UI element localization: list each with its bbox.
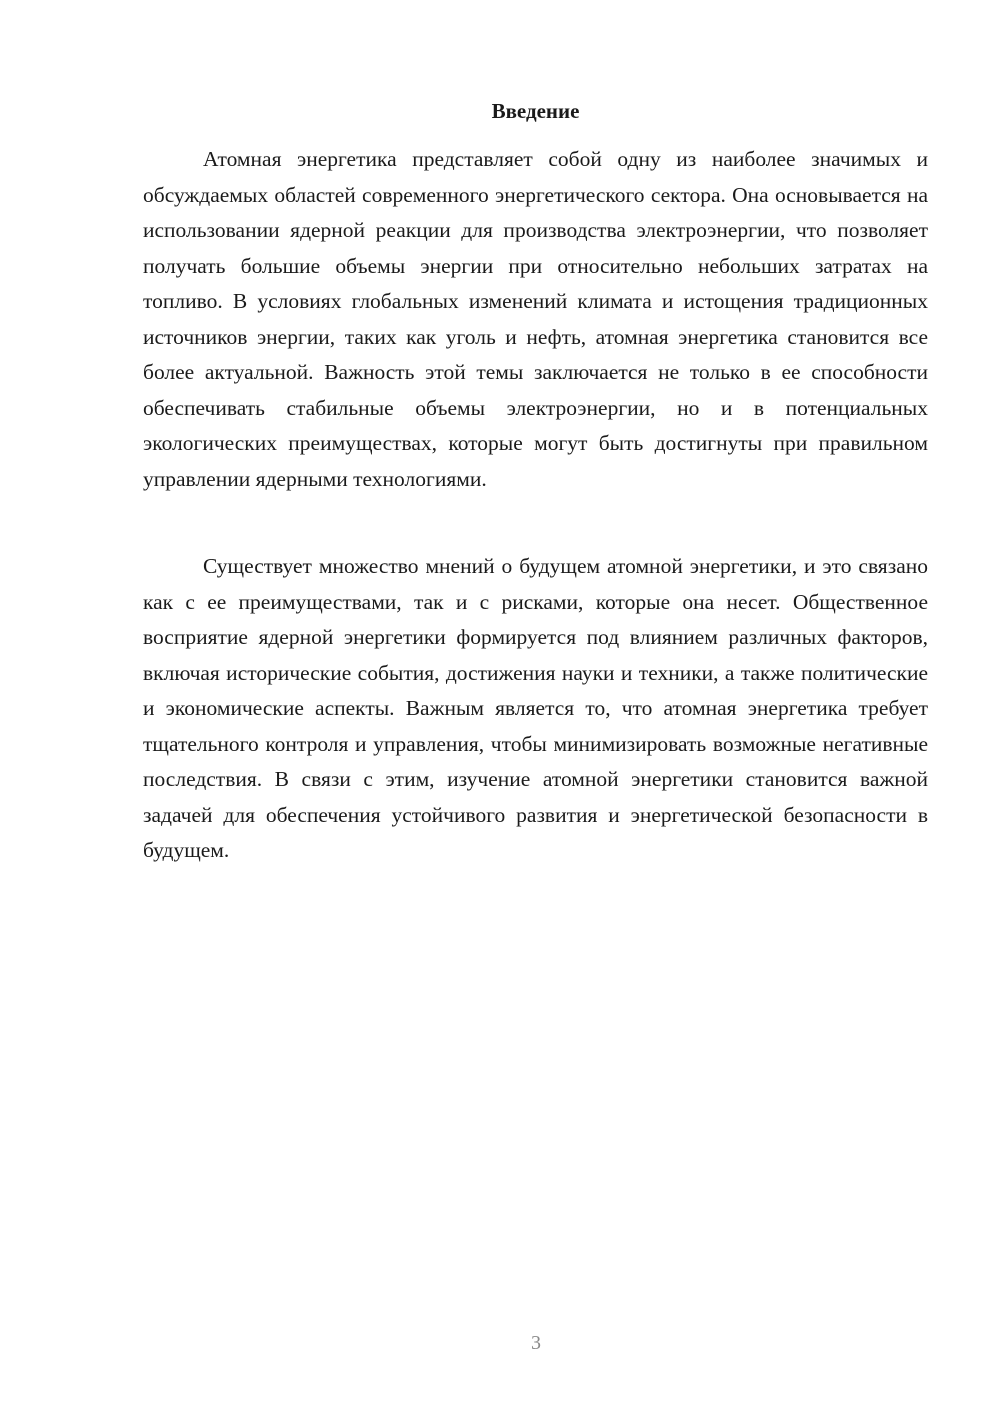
- section-heading: Введение: [491, 99, 580, 123]
- paragraph-1: Атомная энергетика представляет собой одну из наиболее значимых и обсуждаемых областей современного энергетического сектора. Она основывается на использовании ядерной реакции для производства электроэнергии, что позволяет получать большие объемы энергии при относительно небольших затратах на топливо. В условиях глобальных изменений климата и истощения традиционных источников энергии, таких как уголь и нефть, атомная энергетика становится все более актуальной. Важность этой темы заключается не только в ее способности обеспечивать стабильные объемы электроэнергии, но и в потенциальных экологических преимуществах, которые могут быть достигнуты при правильном управлении ядерными технологиями.: [143, 147, 928, 491]
- page-number: 3: [531, 1332, 541, 1354]
- paragraph-2: Существует множество мнений о будущем атомной энергетики, и это связано как с ее преимуществами, так и с рисками, которые она несет. Общественное восприятие ядерной энергетики формируется под влиянием различных факторов, включая исторические события, достижения науки и техники, а также политические и экономические аспекты. Важным является то, что атомная энергетика требует тщательного контроля и управления, чтобы минимизировать возможные негативные последствия. В связи с этим, изучение атомной энергетики становится важной задачей для обеспечения устойчивого развития и энергетической безопасности в будущем.: [143, 554, 928, 862]
